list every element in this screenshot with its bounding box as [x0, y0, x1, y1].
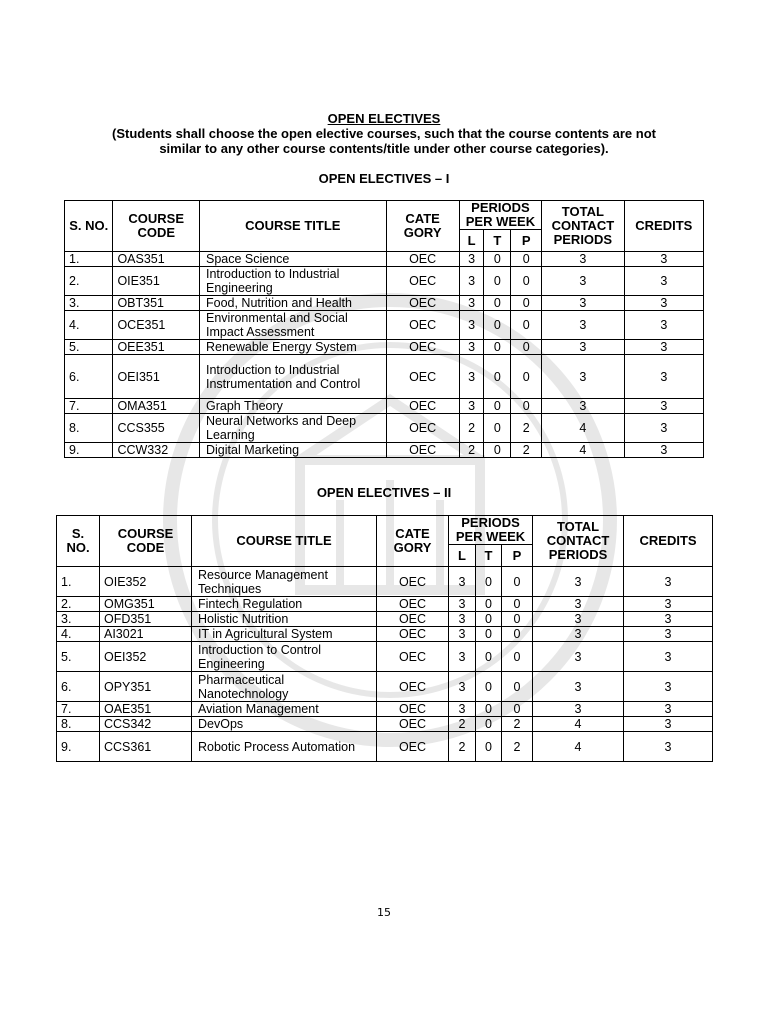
sno-cell: 9.	[57, 732, 100, 762]
lecture-periods-cell: 3	[449, 702, 476, 717]
sno-cell: 3.	[57, 612, 100, 627]
course-title-cell: Introduction to Industrial Instrumentation and Control	[200, 355, 387, 399]
category-cell: OEC	[377, 597, 449, 612]
course-code-cell: OAS351	[113, 252, 200, 267]
credits-cell: 3	[624, 612, 713, 627]
lecture-periods-cell: 3	[459, 311, 484, 340]
lecture-periods-cell: 3	[459, 340, 484, 355]
header-course-code: COURSE CODE	[100, 516, 192, 567]
sno-cell: 2.	[57, 597, 100, 612]
sno-cell: 4.	[65, 311, 113, 340]
table-row	[65, 267, 704, 296]
table-row	[57, 732, 713, 762]
category-cell: OEC	[377, 567, 449, 597]
header-category: CATE GORY	[386, 201, 459, 252]
table-2-caption: OPEN ELECTIVES – II	[316, 485, 452, 500]
course-code-cell: AI3021	[100, 627, 192, 642]
lecture-periods-cell: 3	[449, 672, 476, 702]
lecture-periods-cell: 3	[459, 399, 484, 414]
course-title-cell: Introduction to Control Engineering	[192, 642, 377, 672]
page-title: OPEN ELECTIVES	[327, 111, 441, 126]
practical-periods-cell: 2	[511, 443, 542, 458]
total-periods-cell: 3	[533, 642, 624, 672]
category-cell: OEC	[377, 717, 449, 732]
course-code-cell: OEI352	[100, 642, 192, 672]
tutorial-periods-cell: 0	[476, 672, 502, 702]
total-periods-cell: 3	[542, 355, 624, 399]
category-cell: OEC	[377, 627, 449, 642]
course-code-cell: OPY351	[100, 672, 192, 702]
table-2-body	[57, 567, 713, 762]
credits-cell: 3	[624, 340, 703, 355]
table-row	[57, 702, 713, 717]
category-cell: OEC	[377, 642, 449, 672]
header-t: T	[484, 230, 511, 252]
table-row	[57, 597, 713, 612]
credits-cell: 3	[624, 597, 713, 612]
course-code-cell: OFD351	[100, 612, 192, 627]
credits-cell: 3	[624, 642, 713, 672]
course-title-cell: Introduction to Industrial Engineering	[200, 267, 387, 296]
total-periods-cell: 3	[533, 567, 624, 597]
table-1-caption: OPEN ELECTIVES – I	[318, 171, 450, 186]
category-cell: OEC	[386, 399, 459, 414]
category-cell: OEC	[386, 252, 459, 267]
total-periods-cell: 3	[533, 597, 624, 612]
table-row	[65, 252, 704, 267]
table-row	[57, 612, 713, 627]
sno-cell: 6.	[65, 355, 113, 399]
instruction-note-line-1: (Students shall choose the open elective courses, such that the course contents are not	[112, 126, 656, 141]
sno-cell: 7.	[65, 399, 113, 414]
header-periods-per-week: PERIODS PER WEEK	[459, 201, 541, 230]
sno-cell: 1.	[65, 252, 113, 267]
table-row	[65, 399, 704, 414]
category-cell: OEC	[386, 340, 459, 355]
course-code-cell: OBT351	[113, 296, 200, 311]
total-periods-cell: 4	[533, 717, 624, 732]
credits-cell: 3	[624, 702, 713, 717]
practical-periods-cell: 0	[502, 642, 533, 672]
header-l: L	[449, 545, 476, 567]
course-code-cell: CCS355	[113, 414, 200, 443]
practical-periods-cell: 0	[502, 567, 533, 597]
header-total-contact-periods: TOTAL CONTACT PERIODS	[542, 201, 624, 252]
header-credits: CREDITS	[624, 516, 713, 567]
course-title-cell: Environmental and Social Impact Assessment	[200, 311, 387, 340]
table-row	[65, 355, 704, 399]
course-title-cell: Aviation Management	[192, 702, 377, 717]
practical-periods-cell: 0	[511, 311, 542, 340]
sno-cell: 5.	[65, 340, 113, 355]
tutorial-periods-cell: 0	[476, 642, 502, 672]
total-periods-cell: 4	[542, 443, 624, 458]
table-row	[57, 627, 713, 642]
tutorial-periods-cell: 0	[476, 612, 502, 627]
open-electives-2-table	[56, 515, 713, 762]
header-sno: S. NO.	[65, 201, 113, 252]
course-title-cell: Food, Nutrition and Health	[200, 296, 387, 311]
credits-cell: 3	[624, 443, 703, 458]
credits-cell: 3	[624, 732, 713, 762]
course-title-cell: Pharmaceutical Nanotechnology	[192, 672, 377, 702]
practical-periods-cell: 0	[511, 355, 542, 399]
practical-periods-cell: 0	[502, 612, 533, 627]
category-cell: OEC	[386, 414, 459, 443]
tutorial-periods-cell: 0	[476, 627, 502, 642]
header-periods-per-week: PERIODS PER WEEK	[449, 516, 533, 545]
practical-periods-cell: 2	[502, 732, 533, 762]
tutorial-periods-cell: 0	[476, 717, 502, 732]
category-cell: OEC	[377, 612, 449, 627]
table-row	[57, 672, 713, 702]
header-course-title: COURSE TITLE	[192, 516, 377, 567]
header-total-contact-periods: TOTAL CONTACT PERIODS	[533, 516, 624, 567]
category-cell: OEC	[386, 311, 459, 340]
tutorial-periods-cell: 0	[484, 340, 511, 355]
header-l: L	[459, 230, 484, 252]
header-p: P	[511, 230, 542, 252]
sno-cell: 8.	[65, 414, 113, 443]
sno-cell: 1.	[57, 567, 100, 597]
table-1-body	[65, 252, 704, 458]
lecture-periods-cell: 3	[459, 355, 484, 399]
practical-periods-cell: 0	[502, 597, 533, 612]
course-title-cell: Robotic Process Automation	[192, 732, 377, 762]
practical-periods-cell: 2	[502, 717, 533, 732]
instruction-note-line-2: similar to any other course contents/title under other course categories).	[159, 141, 609, 156]
credits-cell: 3	[624, 296, 703, 311]
total-periods-cell: 4	[533, 732, 624, 762]
lecture-periods-cell: 2	[449, 732, 476, 762]
course-code-cell: OAE351	[100, 702, 192, 717]
total-periods-cell: 3	[533, 612, 624, 627]
course-code-cell: OEE351	[113, 340, 200, 355]
table-row	[57, 567, 713, 597]
practical-periods-cell: 0	[502, 702, 533, 717]
credits-cell: 3	[624, 267, 703, 296]
category-cell: OEC	[377, 732, 449, 762]
category-cell: OEC	[377, 702, 449, 717]
lecture-periods-cell: 3	[459, 252, 484, 267]
total-periods-cell: 3	[542, 340, 624, 355]
course-code-cell: CCW332	[113, 443, 200, 458]
lecture-periods-cell: 2	[459, 414, 484, 443]
sno-cell: 7.	[57, 702, 100, 717]
lecture-periods-cell: 3	[449, 567, 476, 597]
course-code-cell: OCE351	[113, 311, 200, 340]
lecture-periods-cell: 3	[449, 612, 476, 627]
tutorial-periods-cell: 0	[476, 702, 502, 717]
table-row	[65, 296, 704, 311]
lecture-periods-cell: 3	[449, 597, 476, 612]
header-category: CATE GORY	[377, 516, 449, 567]
sno-cell: 6.	[57, 672, 100, 702]
table-row	[57, 717, 713, 732]
course-code-cell: OIE352	[100, 567, 192, 597]
table-row	[65, 443, 704, 458]
credits-cell: 3	[624, 717, 713, 732]
course-code-cell: OIE351	[113, 267, 200, 296]
lecture-periods-cell: 3	[459, 267, 484, 296]
credits-cell: 3	[624, 414, 703, 443]
credits-cell: 3	[624, 399, 703, 414]
total-periods-cell: 3	[542, 252, 624, 267]
table-row	[65, 340, 704, 355]
total-periods-cell: 3	[533, 702, 624, 717]
practical-periods-cell: 0	[511, 340, 542, 355]
sno-cell: 2.	[65, 267, 113, 296]
tutorial-periods-cell: 0	[476, 567, 502, 597]
credits-cell: 3	[624, 355, 703, 399]
sno-cell: 9.	[65, 443, 113, 458]
course-code-cell: OMA351	[113, 399, 200, 414]
course-title-cell: Digital Marketing	[200, 443, 387, 458]
total-periods-cell: 3	[533, 627, 624, 642]
course-title-cell: Space Science	[200, 252, 387, 267]
sno-cell: 8.	[57, 717, 100, 732]
lecture-periods-cell: 3	[459, 296, 484, 311]
practical-periods-cell: 0	[502, 627, 533, 642]
category-cell: OEC	[386, 267, 459, 296]
sno-cell: 4.	[57, 627, 100, 642]
header-course-title: COURSE TITLE	[200, 201, 387, 252]
course-title-cell: Resource Management Techniques	[192, 567, 377, 597]
category-cell: OEC	[386, 443, 459, 458]
tutorial-periods-cell: 0	[484, 296, 511, 311]
course-title-cell: Fintech Regulation	[192, 597, 377, 612]
tutorial-periods-cell: 0	[476, 597, 502, 612]
header-course-code: COURSE CODE	[113, 201, 200, 252]
tutorial-periods-cell: 0	[484, 311, 511, 340]
header-t: T	[476, 545, 502, 567]
tutorial-periods-cell: 0	[484, 252, 511, 267]
course-title-cell: IT in Agricultural System	[192, 627, 377, 642]
course-code-cell: CCS361	[100, 732, 192, 762]
practical-periods-cell: 0	[511, 267, 542, 296]
total-periods-cell: 3	[542, 296, 624, 311]
header-credits: CREDITS	[624, 201, 703, 252]
practical-periods-cell: 0	[502, 672, 533, 702]
sno-cell: 5.	[57, 642, 100, 672]
course-title-cell: Graph Theory	[200, 399, 387, 414]
open-electives-1-table	[64, 200, 704, 458]
practical-periods-cell: 0	[511, 296, 542, 311]
category-cell: OEC	[386, 296, 459, 311]
tutorial-periods-cell: 0	[484, 399, 511, 414]
course-title-cell: Holistic Nutrition	[192, 612, 377, 627]
sno-cell: 3.	[65, 296, 113, 311]
practical-periods-cell: 2	[511, 414, 542, 443]
header-sno: S. NO.	[57, 516, 100, 567]
tutorial-periods-cell: 0	[476, 732, 502, 762]
course-title-cell: Neural Networks and Deep Learning	[200, 414, 387, 443]
total-periods-cell: 3	[542, 399, 624, 414]
header-p: P	[502, 545, 533, 567]
credits-cell: 3	[624, 252, 703, 267]
course-code-cell: OMG351	[100, 597, 192, 612]
tutorial-periods-cell: 0	[484, 414, 511, 443]
credits-cell: 3	[624, 311, 703, 340]
course-title-cell: DevOps	[192, 717, 377, 732]
practical-periods-cell: 0	[511, 399, 542, 414]
table-row	[65, 414, 704, 443]
practical-periods-cell: 0	[511, 252, 542, 267]
total-periods-cell: 4	[542, 414, 624, 443]
tutorial-periods-cell: 0	[484, 355, 511, 399]
course-code-cell: CCS342	[100, 717, 192, 732]
category-cell: OEC	[386, 355, 459, 399]
lecture-periods-cell: 2	[449, 717, 476, 732]
credits-cell: 3	[624, 567, 713, 597]
lecture-periods-cell: 2	[459, 443, 484, 458]
course-title-cell: Renewable Energy System	[200, 340, 387, 355]
credits-cell: 3	[624, 627, 713, 642]
lecture-periods-cell: 3	[449, 642, 476, 672]
total-periods-cell: 3	[533, 672, 624, 702]
credits-cell: 3	[624, 672, 713, 702]
tutorial-periods-cell: 0	[484, 267, 511, 296]
total-periods-cell: 3	[542, 267, 624, 296]
tutorial-periods-cell: 0	[484, 443, 511, 458]
page-number: 15	[377, 906, 391, 919]
table-row	[57, 642, 713, 672]
course-code-cell: OEI351	[113, 355, 200, 399]
total-periods-cell: 3	[542, 311, 624, 340]
category-cell: OEC	[377, 672, 449, 702]
table-row	[65, 311, 704, 340]
lecture-periods-cell: 3	[449, 627, 476, 642]
